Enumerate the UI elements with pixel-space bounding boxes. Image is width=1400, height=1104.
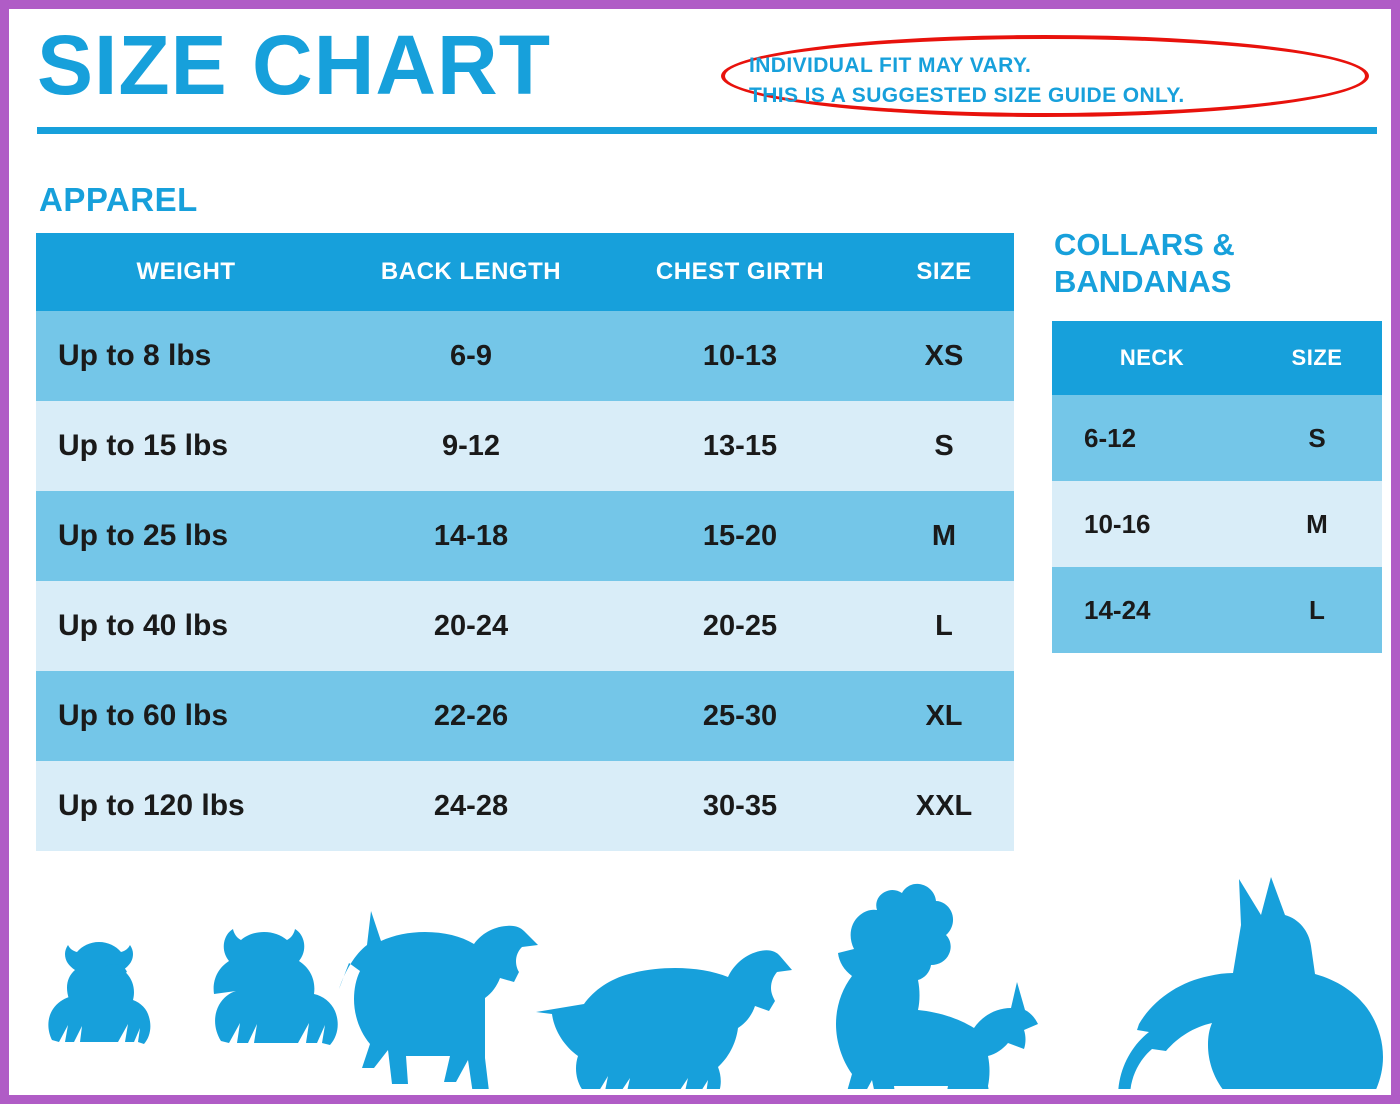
cell-chest-girth: 13-15: [606, 401, 874, 491]
dog-silhouette-xxl: [1118, 877, 1383, 1089]
dog-silhouette-xl: [836, 884, 1038, 1089]
notice-line-2: THIS IS A SUGGESTED SIZE GUIDE ONLY.: [749, 84, 1185, 108]
column-header-weight: WEIGHT: [36, 233, 336, 311]
cell-weight: Up to 60 lbs: [36, 671, 336, 761]
cell-chest-girth: 25-30: [606, 671, 874, 761]
column-header-neck: NECK: [1052, 321, 1252, 395]
cell-back-length: 24-28: [336, 761, 606, 851]
dog-silhouette-s: [214, 929, 338, 1045]
dog-silhouette-xs: [48, 942, 150, 1044]
page-title: SIZE CHART: [37, 18, 551, 112]
table-row: [1052, 395, 1382, 481]
collars-table: [1052, 321, 1382, 653]
cell-chest-girth: 15-20: [606, 491, 874, 581]
dog-silhouette-m: [339, 911, 538, 1089]
cell-neck: 14-24: [1052, 567, 1252, 653]
cell-chest-girth: 20-25: [606, 581, 874, 671]
table-row: [36, 401, 1014, 491]
column-header-size: SIZE: [1252, 321, 1382, 395]
cell-weight: Up to 15 lbs: [36, 401, 336, 491]
chart-inner: [9, 9, 1391, 1095]
cell-weight: Up to 25 lbs: [36, 491, 336, 581]
dog-silhouette-l: [536, 950, 792, 1089]
cell-back-length: 14-18: [336, 491, 606, 581]
table-row: [36, 311, 1014, 401]
table-row: [1052, 481, 1382, 567]
cell-size: XL: [874, 671, 1014, 761]
cell-weight: Up to 120 lbs: [36, 761, 336, 851]
table-header-row: [36, 233, 1014, 311]
cell-size: S: [874, 401, 1014, 491]
cell-weight: Up to 40 lbs: [36, 581, 336, 671]
cell-back-length: 6-9: [336, 311, 606, 401]
cell-size: S: [1252, 395, 1382, 481]
table-row: [36, 671, 1014, 761]
cell-neck: 10-16: [1052, 481, 1252, 567]
cell-size: XS: [874, 311, 1014, 401]
table-row: [1052, 567, 1382, 653]
apparel-heading: APPAREL: [39, 181, 198, 218]
table-header-row: [1052, 321, 1382, 395]
header-divider: [37, 127, 1377, 134]
collars-heading-line-2: BANDANAS: [1054, 263, 1232, 299]
collars-heading: [1054, 227, 1384, 300]
column-header-back-length: BACK LENGTH: [336, 233, 606, 311]
cell-back-length: 20-24: [336, 581, 606, 671]
cell-size: XXL: [874, 761, 1014, 851]
cell-back-length: 9-12: [336, 401, 606, 491]
cell-chest-girth: 30-35: [606, 761, 874, 851]
cell-size: L: [1252, 567, 1382, 653]
notice-line-1: INDIVIDUAL FIT MAY VARY.: [749, 54, 1032, 77]
cell-weight: Up to 8 lbs: [36, 311, 336, 401]
dog-silhouettes-row: [9, 789, 1391, 1089]
notice-text: [749, 51, 1369, 112]
cell-size: L: [874, 581, 1014, 671]
column-header-chest-girth: CHEST GIRTH: [606, 233, 874, 311]
header: [9, 9, 1391, 134]
cell-chest-girth: 10-13: [606, 311, 874, 401]
table-row: [36, 581, 1014, 671]
column-header-size: SIZE: [874, 233, 1014, 311]
cell-size: M: [874, 491, 1014, 581]
cell-size: M: [1252, 481, 1382, 567]
apparel-table: [36, 233, 1014, 851]
collars-heading-line-1: COLLARS &: [1054, 227, 1235, 262]
cell-back-length: 22-26: [336, 671, 606, 761]
cell-neck: 6-12: [1052, 395, 1252, 481]
table-row: [36, 491, 1014, 581]
